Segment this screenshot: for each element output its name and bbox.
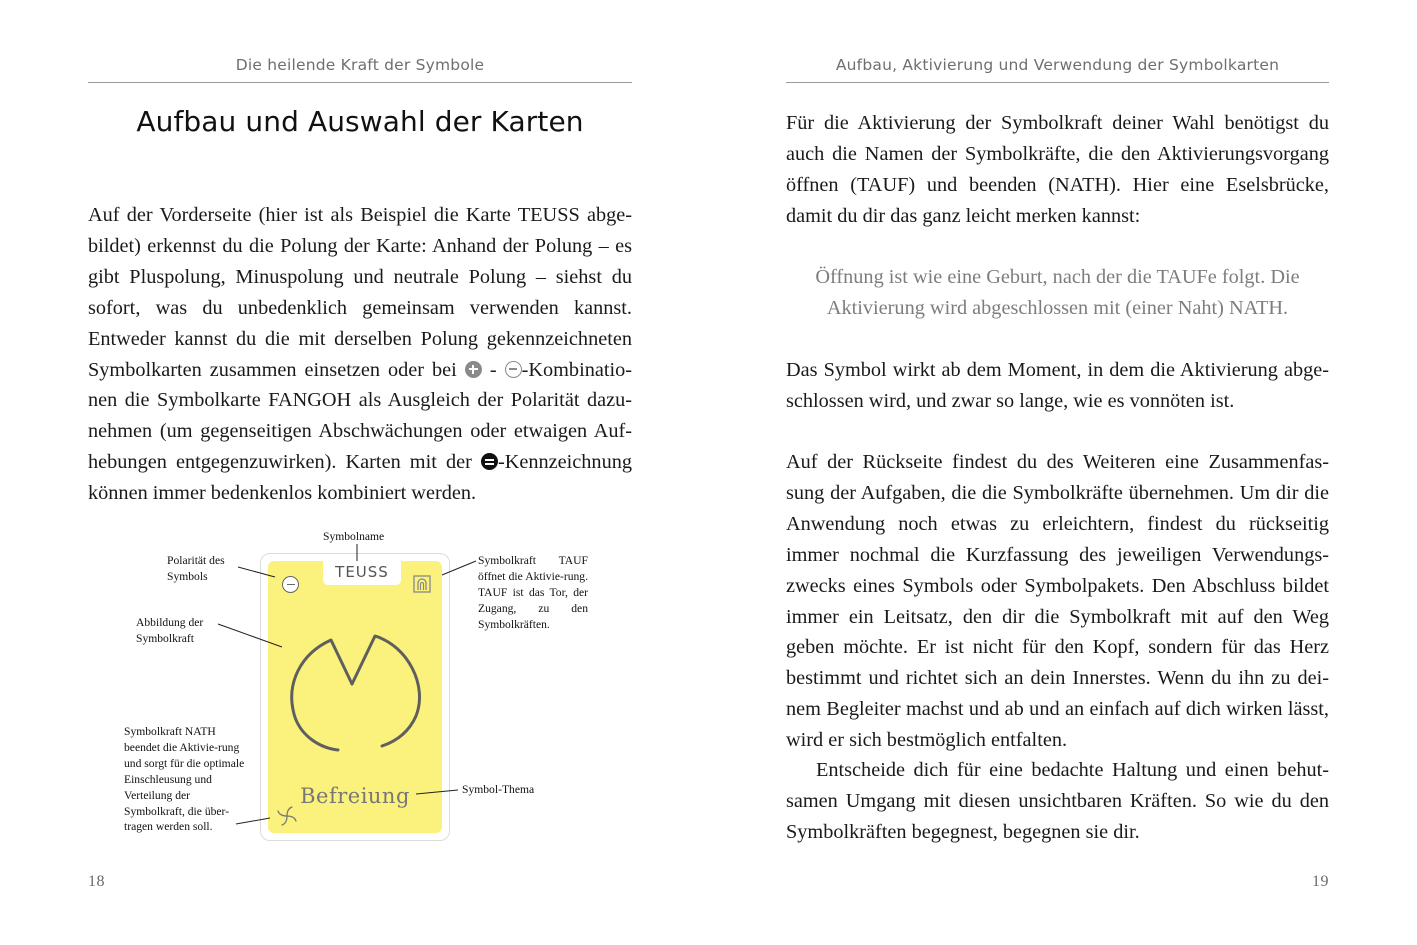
- callout-abbildung: Abbildung der Symbolkraft: [136, 616, 204, 645]
- minus-polarity-icon: [505, 361, 522, 378]
- body-text-part2: -Kombinatio-nen die Symbolkarte FANGOH als Ausgleich der Polarität dazu-nehmen (um gegenseitigen Abschwächungen oder etwaigen Auf-hebungen entgegenzuwirken). Karten mit der: [88, 358, 633, 474]
- right-page: [709, 0, 1417, 945]
- right-paragraph-3: Auf der Rückseite findest du des Weiteren eine Zusammenfas-sung der Aufgaben, die die Symbolkräfte übernehmen. Um dir die Anwendung noch etwas zu erleichtern, findest du rückseitig immer nochmal die Kurzfassung des jeweiligen Verwendungs-zwecks eines Symbols oder Symbolpakets. Den Abschluss bildet immer ein Leitsatz, den dir die Symbolkraft mit auf den Weg geben möchte. Er ist nicht für den Kopf, sondern für das Herz bestimmt und richtet sich an dein Innerstes. Wenn du ihn zu dei-nem Begleiter machst und ab und an einfach auf dich wirken lässt, wird er sich bestmöglich entfalten.: [786, 451, 1329, 752]
- card-symbol-name: TEUSS: [323, 561, 401, 585]
- body-dash: -: [489, 358, 497, 381]
- callout-symbol-thema: Symbol-Thema: [462, 783, 535, 796]
- symbol-card-face: [268, 561, 442, 833]
- left-body-paragraph: [88, 200, 632, 509]
- tauf-icon: [413, 575, 431, 593]
- page-number-right: 19: [1312, 873, 1329, 890]
- nath-icon: [276, 805, 298, 827]
- teuss-symbol-illustration: [282, 626, 432, 756]
- right-paragraph-1: Für die Aktivierung der Symbolkraft deiner Wahl benötigst du auch die Namen der Symbolkräfte, die den Aktivierungsvorgang öffnen (TAUF) und beenden (NATH). Hier eine Eselsbrücke, damit du dir das ganz leicht merken kannst:: [786, 112, 1329, 227]
- callout-symbolname: Symbolname: [323, 530, 385, 543]
- plus-polarity-icon: [465, 361, 482, 378]
- right-paragraph-4: Entscheide dich für eine bedachte Haltung und einen behut-samen Umgang mit diesen unsichtbaren Kräften. So wie du den Symbolkräften begegnest, begegnen sie dir.: [786, 759, 1329, 843]
- card-minus-polarity-icon: [282, 576, 299, 593]
- card-theme: Befreiung: [300, 784, 410, 808]
- right-paragraph-2: Das Symbol wirkt ab dem Moment, in dem die Aktivierung abge-schlossen wird, und zwar so lange, wie es vonnöten ist.: [786, 359, 1329, 412]
- callout-polaritaet: Polarität des Symbols: [167, 554, 225, 583]
- callout-tauf: Symbolkraft TAUF öffnet die Aktivie-rung. TAUF ist das Tor, der Zugang, zu den Symbolkräften.: [478, 554, 588, 631]
- page-number-left: 18: [88, 873, 105, 890]
- mnemonic-quote: Öffnung ist wie eine Geburt, nach der die TAUFe folgt. Die Aktivierung wird abgeschlossen mit (einer Naht) NATH.: [815, 266, 1300, 319]
- body-text-part1: Auf der Vorderseite (hier ist als Beispiel die Karte TEUSS abge-bildet) erkennst du die Polung der Karte: Anhand der Polung – es gibt Pluspolung, Minuspolung und neutrale Polung – siehst du sofort, was du unbedenklich gemeinsam verwenden kannst. Entweder kannst du die mit derselben Polung gekennzeichneten Symbolkarten zusammen einsetzen oder bei: [88, 204, 632, 381]
- callout-nath: Symbolkraft NATH beendet die Aktivie-rung und sorgt für die optimale Einschleusung und Verteilung der Symbolkraft, die über-tragen werden soll.: [124, 725, 245, 834]
- running-head-left: Die heilende Kraft der Symbole: [88, 56, 632, 83]
- symbol-card-figure: [260, 553, 450, 841]
- chapter-title: Aufbau und Auswahl der Karten: [136, 105, 584, 138]
- running-head-right: Aufbau, Aktivierung und Verwendung der Symbolkarten: [786, 56, 1329, 83]
- body-text-part3: -Kennzeichnung können immer bedenkenlos kombiniert werden.: [88, 451, 632, 505]
- neutral-polarity-icon: [481, 453, 498, 470]
